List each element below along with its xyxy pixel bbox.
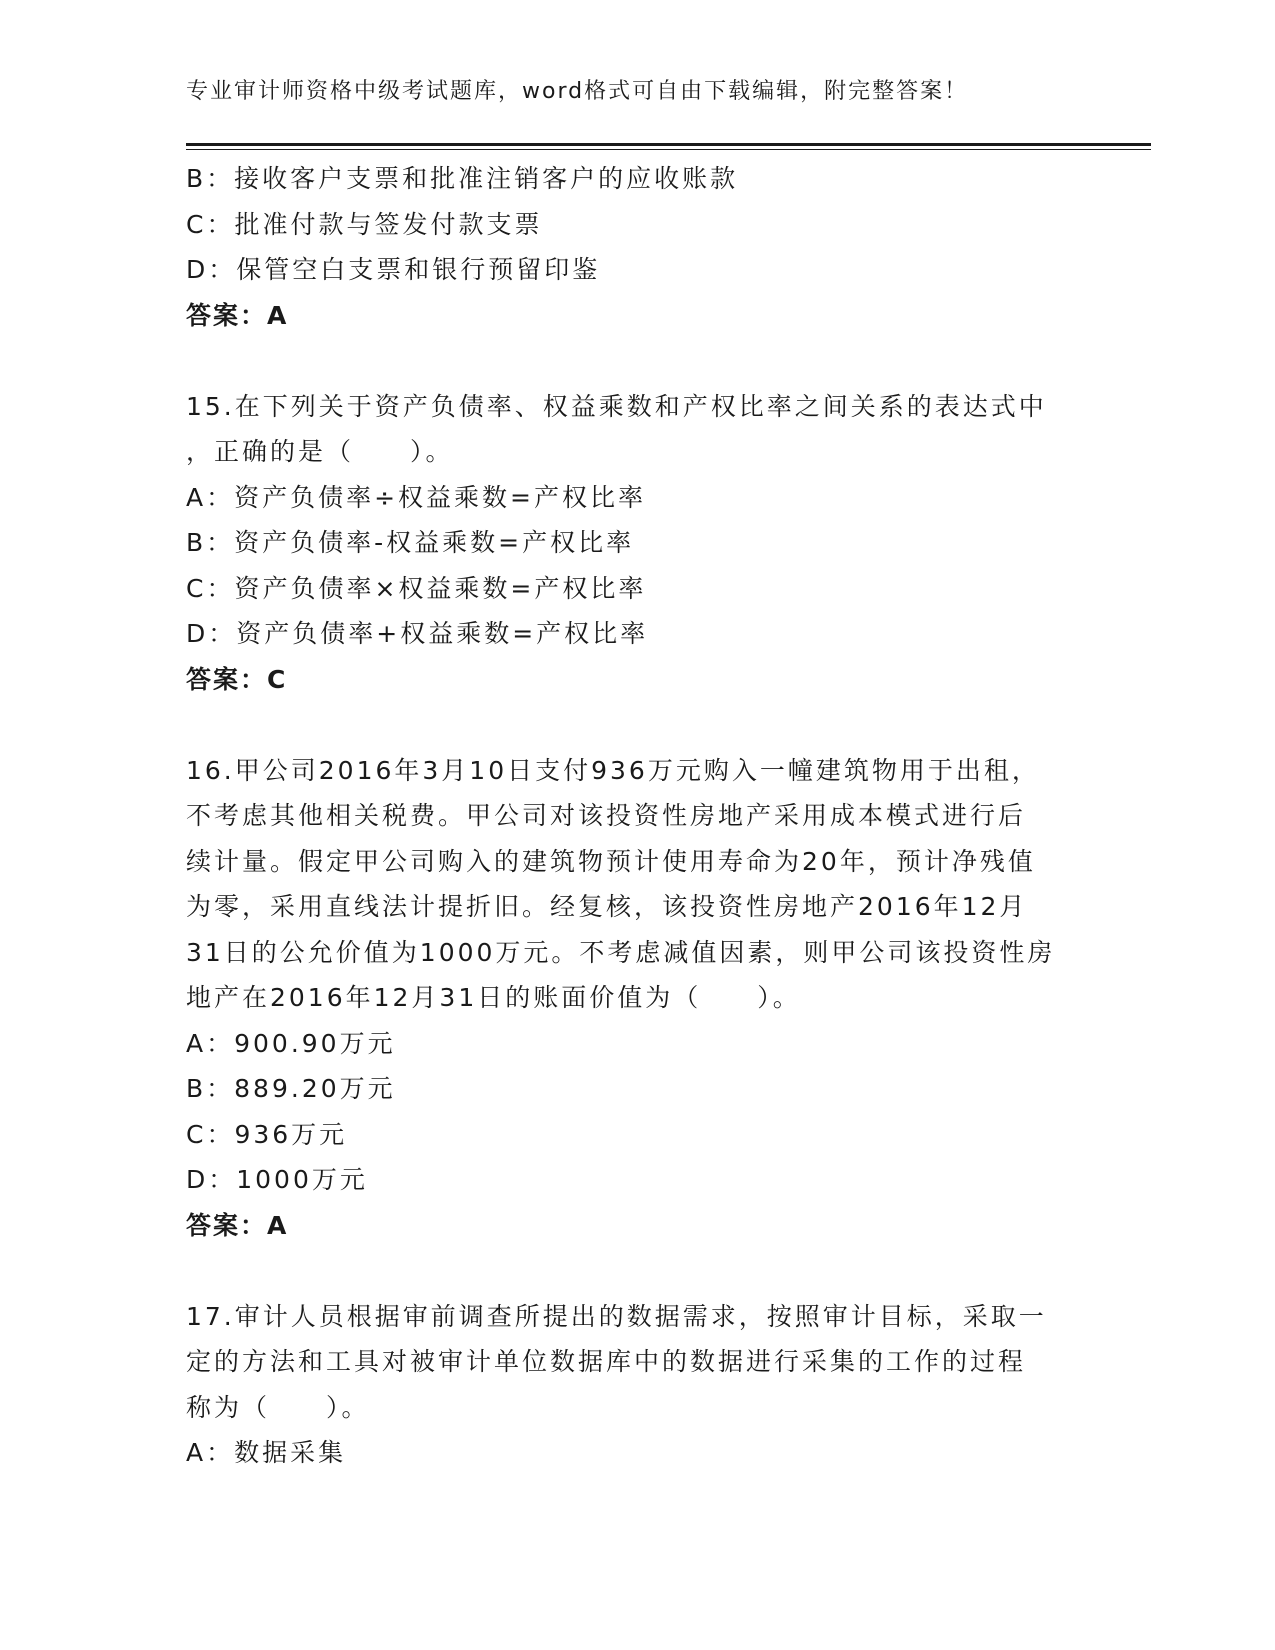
question-stem-line: 17.审计人员根据审前调查所提出的数据需求，按照审计目标，采取一 — [186, 1301, 1047, 1331]
question-stem-line: ，正确的是（ ）。 — [186, 437, 454, 466]
question-stem-line: 称为（ ）。 — [186, 1392, 370, 1422]
option-b: B：接收客户支票和批准注销客户的应收账款 — [186, 164, 739, 193]
question-stem-line: 续计量。假定甲公司购入的建筑物预计使用寿命为20年，预计净残值 — [186, 846, 1036, 876]
question-content — [186, 156, 1086, 1476]
option-b: B：889.20万元 — [186, 1074, 396, 1103]
question-15 — [186, 384, 1086, 703]
option-a: A：资产负债率÷权益乘数=产权比率 — [186, 482, 646, 512]
question-14-tail — [186, 156, 1086, 338]
question-stem-line: 不考虑其他相关税费。甲公司对该投资性房地产采用成本模式进行后 — [186, 801, 1027, 830]
option-c: C：936万元 — [186, 1119, 348, 1149]
option-a: A：数据采集 — [186, 1438, 347, 1467]
header-rule-thin — [186, 149, 1151, 150]
question-stem-line: 地产在2016年12月31日的账面价值为（ ）。 — [186, 983, 801, 1012]
option-c: C：批准付款与签发付款支票 — [186, 209, 543, 239]
question-stem-line: 定的方法和工具对被审计单位数据库中的数据进行采集的工作的过程 — [186, 1347, 1027, 1376]
spacer — [186, 338, 1086, 384]
header-rule-thick — [186, 143, 1151, 146]
option-d: D：资产负债率+权益乘数=产权比率 — [186, 619, 649, 648]
option-b: B：资产负债率-权益乘数=产权比率 — [186, 528, 635, 557]
question-17 — [186, 1294, 1086, 1476]
spacer — [186, 702, 1086, 748]
option-a: A：900.90万元 — [186, 1028, 396, 1058]
question-stem-line: 为零，采用直线法计提折旧。经复核，该投资性房地产2016年12月 — [186, 892, 1028, 921]
question-16 — [186, 748, 1086, 1249]
question-stem-line: 31日的公允价值为1000万元。不考虑减值因素，则甲公司该投资性房 — [186, 937, 1056, 967]
option-d: D：1000万元 — [186, 1165, 368, 1194]
question-stem-line: 16.甲公司2016年3月10日支付936万元购入一幢建筑物用于出租， — [186, 755, 1040, 785]
answer: 答案：A — [186, 1210, 289, 1240]
question-stem-line: 15.在下列关于资产负债率、权益乘数和产权比率之间关系的表达式中 — [186, 391, 1047, 421]
spacer — [186, 1248, 1086, 1294]
answer: 答案：C — [186, 664, 288, 694]
answer: 答案：A — [186, 300, 289, 330]
page-header: 专业审计师资格中级考试题库，word格式可自由下载编辑，附完整答案！ — [186, 79, 969, 104]
option-c: C：资产负债率×权益乘数=产权比率 — [186, 573, 647, 603]
option-d: D：保管空白支票和银行预留印鉴 — [186, 255, 601, 284]
